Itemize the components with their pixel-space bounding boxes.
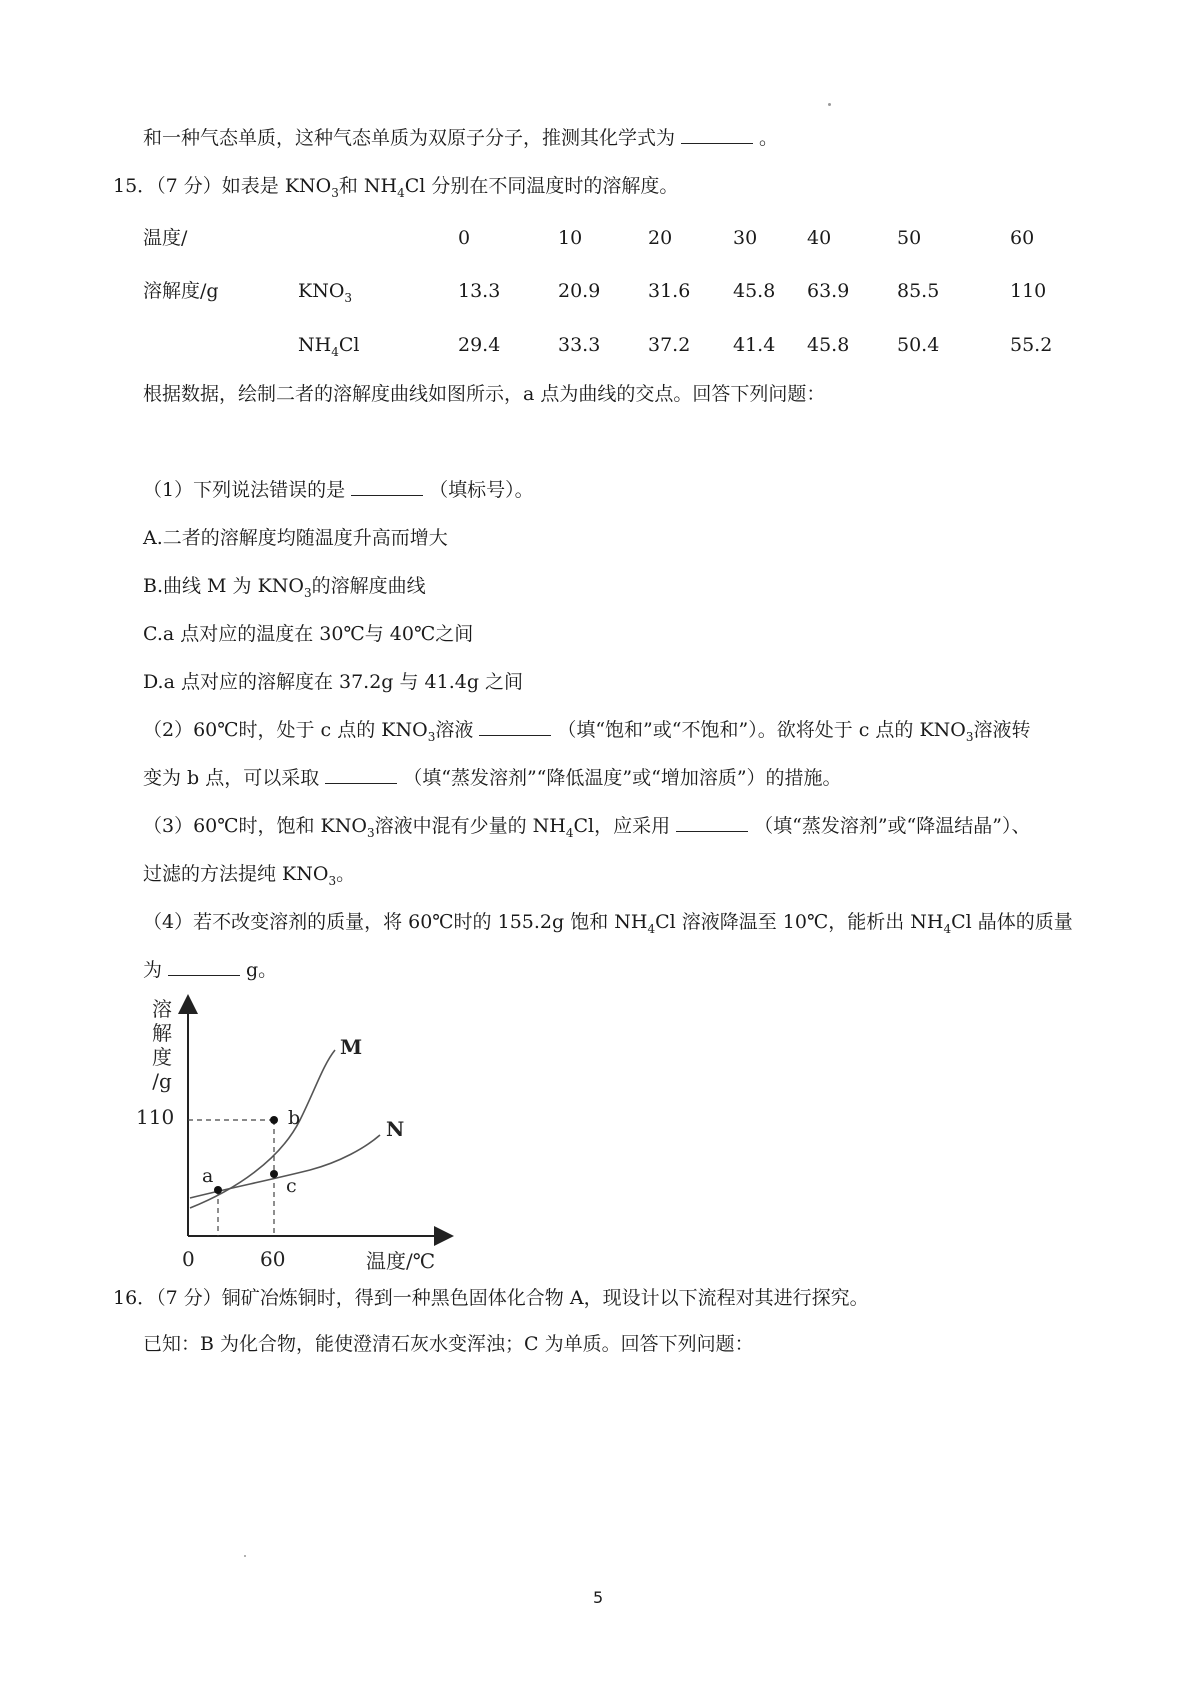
curve-m-label: M bbox=[340, 1035, 363, 1059]
temp-cell: 60 bbox=[1010, 227, 1035, 249]
temp-cell: 20 bbox=[648, 227, 673, 249]
kno3-label: $KNO_3$ bbox=[298, 280, 353, 305]
option-d: D.a 点对应的溶解度在 37.2g 与 41.4g 之间 bbox=[143, 671, 524, 693]
y-label-char: 解 bbox=[152, 1021, 172, 1045]
point-b-label: b bbox=[288, 1107, 301, 1129]
temp-cell: 40 bbox=[807, 227, 832, 249]
point-b bbox=[270, 1116, 278, 1124]
nh4cl-cell: 45.8 bbox=[807, 334, 850, 356]
q15-header: 15．（7 分）如表是 $KNO_3$和 $NH_4Cl$ 分别在不同温度时的溶解度。 bbox=[113, 175, 679, 200]
point-c bbox=[270, 1170, 278, 1178]
kno3-cell: 63.9 bbox=[807, 280, 850, 302]
q15-sub4-line2: 为 g。 bbox=[143, 959, 278, 981]
q14-tail: 和一种气态单质，这种气态单质为双原子分子，推测其化学式为 。 bbox=[143, 127, 779, 149]
nh4cl-cell: 29.4 bbox=[458, 334, 501, 356]
y-label-char: 溶 bbox=[152, 997, 172, 1021]
q16-known: 已知：B 为化合物，能使澄清石灰水变浑浊；C 为单质。回答下列问题： bbox=[143, 1333, 754, 1355]
kno3-cell: 45.8 bbox=[733, 280, 776, 302]
nh4cl-cell: 37.2 bbox=[648, 334, 691, 356]
y-tick-110: 110 bbox=[136, 1105, 175, 1129]
kno3-cell: 13.3 bbox=[458, 280, 501, 302]
nh4cl-label: $NH_4Cl$ bbox=[298, 334, 360, 359]
page-number: 5 bbox=[593, 1588, 604, 1607]
option-b: B.曲线 M 为 $KNO_3$的溶解度曲线 bbox=[143, 575, 426, 600]
answer-blank bbox=[676, 813, 748, 832]
answer-blank bbox=[479, 717, 551, 736]
kno3-cell: 31.6 bbox=[648, 280, 691, 302]
temp-cell: 10 bbox=[558, 227, 583, 249]
nh4cl-cell: 41.4 bbox=[733, 334, 776, 356]
q15-sub3-line1: （3）60℃时，饱和 $KNO_3$溶液中混有少量的 $NH_4Cl$，应采用 （填“蒸发溶剂”或“降温结晶”）、 bbox=[143, 815, 1031, 840]
x-label: 温度/℃ bbox=[366, 1249, 436, 1273]
kno3-cell: 20.9 bbox=[558, 280, 601, 302]
kno3-cell: 110 bbox=[1010, 280, 1047, 302]
temp-label: 温度/ bbox=[143, 227, 188, 249]
x-tick-0: 0 bbox=[182, 1247, 195, 1271]
nh4cl-cell: 33.3 bbox=[558, 334, 601, 356]
y-label-char: 度 bbox=[152, 1045, 172, 1069]
temp-cell: 50 bbox=[897, 227, 922, 249]
y-label-char: /g bbox=[152, 1069, 172, 1093]
point-c-label: c bbox=[286, 1175, 297, 1197]
option-c: C.a 点对应的温度在 30℃与 40℃之间 bbox=[143, 623, 474, 645]
q15-sub4-line1: （4）若不改变溶剂的质量，将 60℃时的 155.2g 饱和 $NH_4Cl$ 溶液降温至 10℃，能析出 $NH_4Cl$ 晶体的质量 bbox=[143, 911, 1073, 936]
nh4cl-cell: 55.2 bbox=[1010, 334, 1053, 356]
x-tick-60: 60 bbox=[260, 1247, 286, 1271]
q15-sub3-line2: 过滤的方法提纯 $KNO_3$。 bbox=[143, 863, 356, 888]
answer-blank bbox=[351, 477, 423, 496]
point-a bbox=[214, 1186, 222, 1194]
temp-cell: 30 bbox=[733, 227, 758, 249]
kno3-cell: 85.5 bbox=[897, 280, 940, 302]
curve-n-label: N bbox=[386, 1117, 405, 1141]
speck bbox=[828, 103, 831, 106]
nh4cl-cell: 50.4 bbox=[897, 334, 940, 356]
answer-blank bbox=[325, 765, 397, 784]
q15-intro: 根据数据，绘制二者的溶解度曲线如图所示，a 点为曲线的交点。回答下列问题： bbox=[143, 383, 826, 405]
q15-sub2-line2: 变为 b 点，可以采取 （填“蒸发溶剂”“降低温度”或“增加溶质”）的措施。 bbox=[143, 767, 842, 789]
speck bbox=[244, 1555, 246, 1557]
option-a: A.二者的溶解度均随温度升高而增大 bbox=[143, 527, 448, 549]
solubility-curve-diagram bbox=[136, 990, 460, 1273]
q16-header: 16．（7 分）铜矿冶炼铜时，得到一种黑色固体化合物 A，现设计以下流程对其进行探究。 bbox=[113, 1287, 869, 1309]
temp-cell: 0 bbox=[458, 227, 471, 249]
point-a-label: a bbox=[202, 1165, 214, 1187]
answer-blank bbox=[681, 125, 753, 144]
answer-blank bbox=[168, 957, 240, 976]
sol-label: 溶解度/g bbox=[143, 280, 219, 302]
q15-sub1: （1）下列说法错误的是 （填标号）。 bbox=[143, 479, 534, 501]
q15-sub2-line1: （2）60℃时，处于 c 点的 $KNO_3$溶液 （填“饱和”或“不饱和”）。欲将处于 c 点的 $KNO_3$溶液转 bbox=[143, 719, 1031, 744]
